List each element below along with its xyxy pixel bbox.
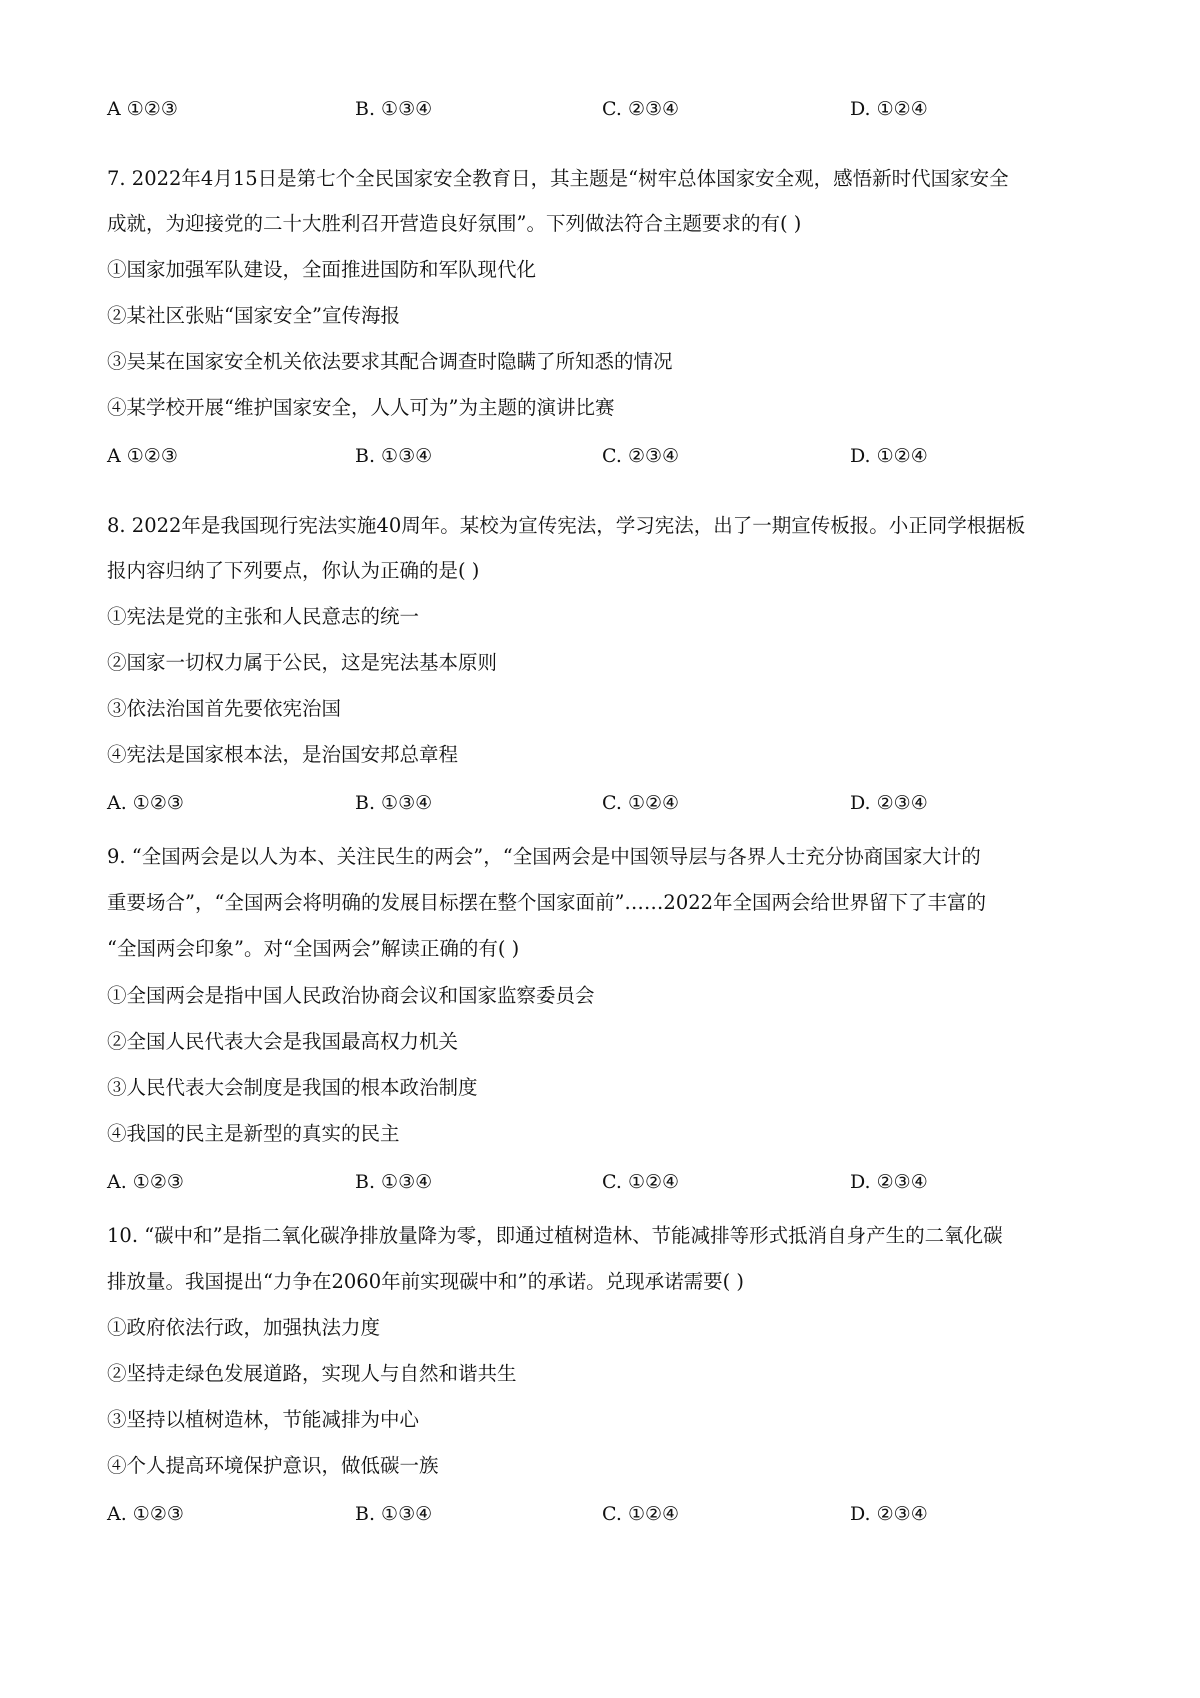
q10-option-d: D. ②③④: [850, 1503, 928, 1525]
q8-statement-2: ②国家一切权力属于公民，这是宪法基本原则: [107, 651, 498, 674]
q8-option-a: A. ①②③: [107, 792, 184, 814]
q9-stem-line-2: 重要场合”，“全国两会将明确的发展目标摆在整个国家面前”……2022年全国两会给世界留下了丰富的: [107, 891, 987, 914]
q6-option-b: B. ①③④: [355, 98, 433, 120]
q8-statement-1: ①宪法是党的主张和人民意志的统一: [107, 605, 420, 628]
q8-option-b: B. ①③④: [355, 792, 433, 814]
q10-option-a: A. ①②③: [107, 1503, 184, 1525]
q10-statement-1: ①政府依法行政，加强执法力度: [107, 1316, 381, 1339]
q7-stem-line-1: 7. 2022年4月15日是第七个全民国家安全教育日，其主题是“树牢总体国家安全观，感悟新时代国家安全: [107, 167, 1009, 190]
q10-stem-line-1: 10. “碳中和”是指二氧化碳净排放量降为零，即通过植树造林、节能减排等形式抵消自身产生的二氧化碳: [107, 1224, 1003, 1247]
q6-option-a: A ①②③: [107, 98, 178, 120]
q7-options: [0, 439, 1200, 473]
q8-options: [0, 786, 1200, 820]
q9-option-a: A. ①②③: [107, 1171, 184, 1193]
q8-option-c: C. ①②④: [602, 792, 680, 814]
q10-option-c: C. ①②④: [602, 1503, 680, 1525]
q10-option-b: B. ①③④: [355, 1503, 433, 1525]
q7-statement-1: ①国家加强军队建设，全面推进国防和军队现代化: [107, 258, 537, 281]
q8-stem-line-2: 报内容归纳了下列要点，你认为正确的是( ): [107, 559, 480, 582]
q9-option-d: D. ②③④: [850, 1171, 928, 1193]
q6-options: [0, 92, 1200, 126]
q9-statement-3: ③人民代表大会制度是我国的根本政治制度: [107, 1076, 478, 1099]
q8-stem-line-1: 8. 2022年是我国现行宪法实施40周年。某校为宣传宪法，学习宪法，出了一期宣传板报。小正同学根据板: [107, 514, 1026, 537]
q10-statement-3: ③坚持以植树造林，节能减排为中心: [107, 1408, 420, 1431]
q9-statement-4: ④我国的民主是新型的真实的民主: [107, 1122, 400, 1145]
q10-options: [0, 1497, 1200, 1531]
q9-stem-line-1: 9. “全国两会是以人为本、关注民生的两会”，“全国两会是中国领导层与各界人士充分协商国家大计的: [107, 845, 981, 868]
q9-stem-line-3: “全国两会印象”。对“全国两会”解读正确的有( ): [107, 937, 520, 960]
q8-statement-4: ④宪法是国家根本法，是治国安邦总章程: [107, 743, 459, 766]
q6-option-d: D. ①②④: [850, 98, 928, 120]
q7-option-d: D. ①②④: [850, 445, 928, 467]
q9-statement-1: ①全国两会是指中国人民政治协商会议和国家监察委员会: [107, 984, 595, 1007]
q7-stem-line-2: 成就，为迎接党的二十大胜利召开营造良好氛围”。下列做法符合主题要求的有( ): [107, 212, 802, 235]
q7-statement-4: ④某学校开展“维护国家安全，人人可为”为主题的演讲比赛: [107, 396, 615, 419]
q7-statement-2: ②某社区张贴“国家安全”宣传海报: [107, 304, 400, 327]
q10-stem-line-2: 排放量。我国提出“力争在2060年前实现碳中和”的承诺。兑现承诺需要( ): [107, 1270, 744, 1293]
q7-option-c: C. ②③④: [602, 445, 680, 467]
q9-statement-2: ②全国人民代表大会是我国最高权力机关: [107, 1030, 459, 1053]
q9-option-c: C. ①②④: [602, 1171, 680, 1193]
q7-statement-3: ③吴某在国家安全机关依法要求其配合调查时隐瞒了所知悉的情况: [107, 350, 673, 373]
q6-option-c: C. ②③④: [602, 98, 680, 120]
q8-statement-3: ③依法治国首先要依宪治国: [107, 697, 342, 720]
q9-option-b: B. ①③④: [355, 1171, 433, 1193]
q7-option-b: B. ①③④: [355, 445, 433, 467]
q7-option-a: A ①②③: [107, 445, 178, 467]
q10-statement-2: ②坚持走绿色发展道路，实现人与自然和谐共生: [107, 1362, 517, 1385]
q8-option-d: D. ②③④: [850, 792, 928, 814]
q9-options: [0, 1165, 1200, 1199]
q10-statement-4: ④个人提高环境保护意识，做低碳一族: [107, 1454, 439, 1477]
